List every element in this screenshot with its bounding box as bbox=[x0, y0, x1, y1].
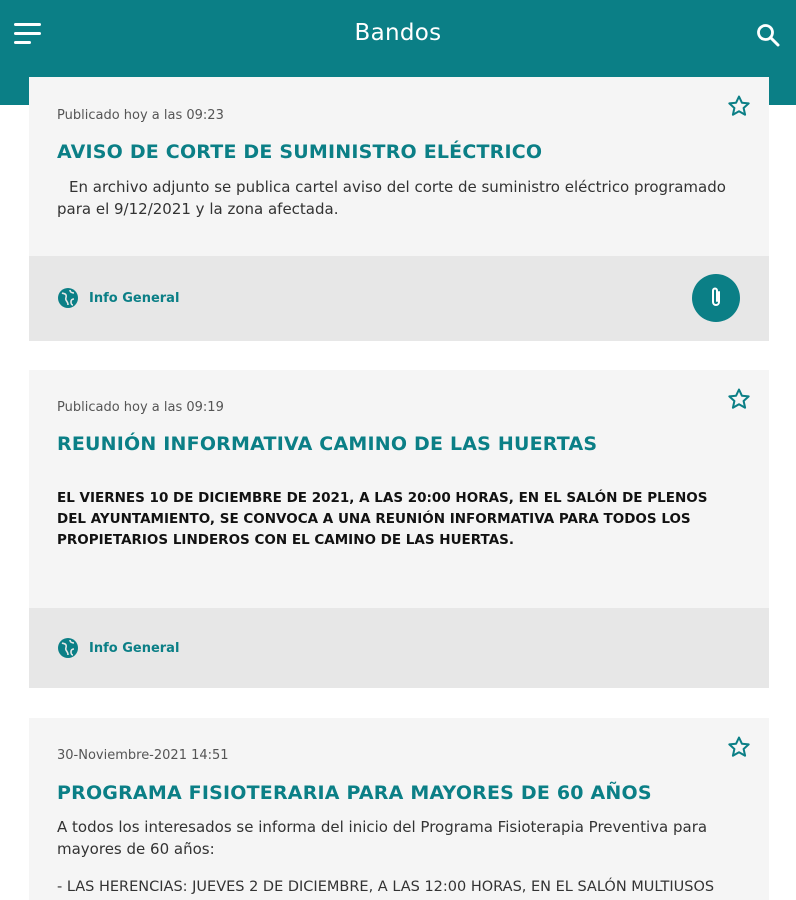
globe-icon bbox=[57, 287, 79, 309]
post-date: 30-Noviembre-2021 14:51 bbox=[57, 748, 229, 763]
post-footer bbox=[29, 256, 769, 341]
post-title[interactable]: REUNIÓN INFORMATIVA CAMINO DE LAS HUERTAS bbox=[57, 433, 598, 455]
star-outline-icon[interactable] bbox=[727, 387, 751, 411]
attachment-button[interactable] bbox=[692, 274, 740, 322]
paperclip-icon bbox=[705, 285, 727, 311]
post-body: A todos los interesados se informa del inicio del Programa Fisioterapia Preventiva para mayores de 60 años: bbox=[57, 818, 708, 858]
category-link[interactable] bbox=[57, 287, 179, 309]
category-link[interactable] bbox=[57, 637, 179, 659]
post-footer bbox=[29, 608, 769, 688]
category-label: Info General bbox=[89, 640, 180, 656]
post-body: EL VIERNES 10 DE DICIEMBRE DE 2021, A LAS 20:00 HORAS, EN EL SALÓN DE PLENOS DEL AYUNTAMIENTO, SE CONVOCA A UNA REUNIÓN INFORMATIVA PARA TODOS LOS PROPIETARIOS LINDEROS CON EL CAMINO DE LAS HUERTAS. bbox=[57, 490, 708, 548]
post-card[interactable] bbox=[29, 370, 769, 688]
post-body: En archivo adjunto se publica cartel aviso del corte de suministro eléctrico programado para el 9/12/2021 y la zona afectada. bbox=[57, 178, 726, 218]
category-label: Info General bbox=[89, 290, 180, 306]
star-outline-icon[interactable] bbox=[727, 94, 751, 118]
page-title: Bandos bbox=[354, 20, 442, 46]
globe-icon bbox=[57, 637, 79, 659]
post-date: Publicado hoy a las 09:19 bbox=[57, 400, 224, 415]
post-title[interactable]: AVISO DE CORTE DE SUMINISTRO ELÉCTRICO bbox=[57, 141, 543, 163]
post-date: Publicado hoy a las 09:23 bbox=[57, 108, 224, 123]
post-title[interactable]: PROGRAMA FISIOTERARIA PARA MAYORES DE 60 AÑOS bbox=[57, 782, 652, 804]
search-icon[interactable] bbox=[755, 22, 781, 48]
post-card[interactable] bbox=[29, 718, 769, 900]
post-card[interactable] bbox=[29, 77, 769, 341]
star-outline-icon[interactable] bbox=[727, 735, 751, 759]
post-body-line: - LAS HERENCIAS: JUEVES 2 DE DICIEMBRE, A LAS 12:00 HORAS, EN EL SALÓN MULTIUSOS bbox=[57, 879, 715, 895]
